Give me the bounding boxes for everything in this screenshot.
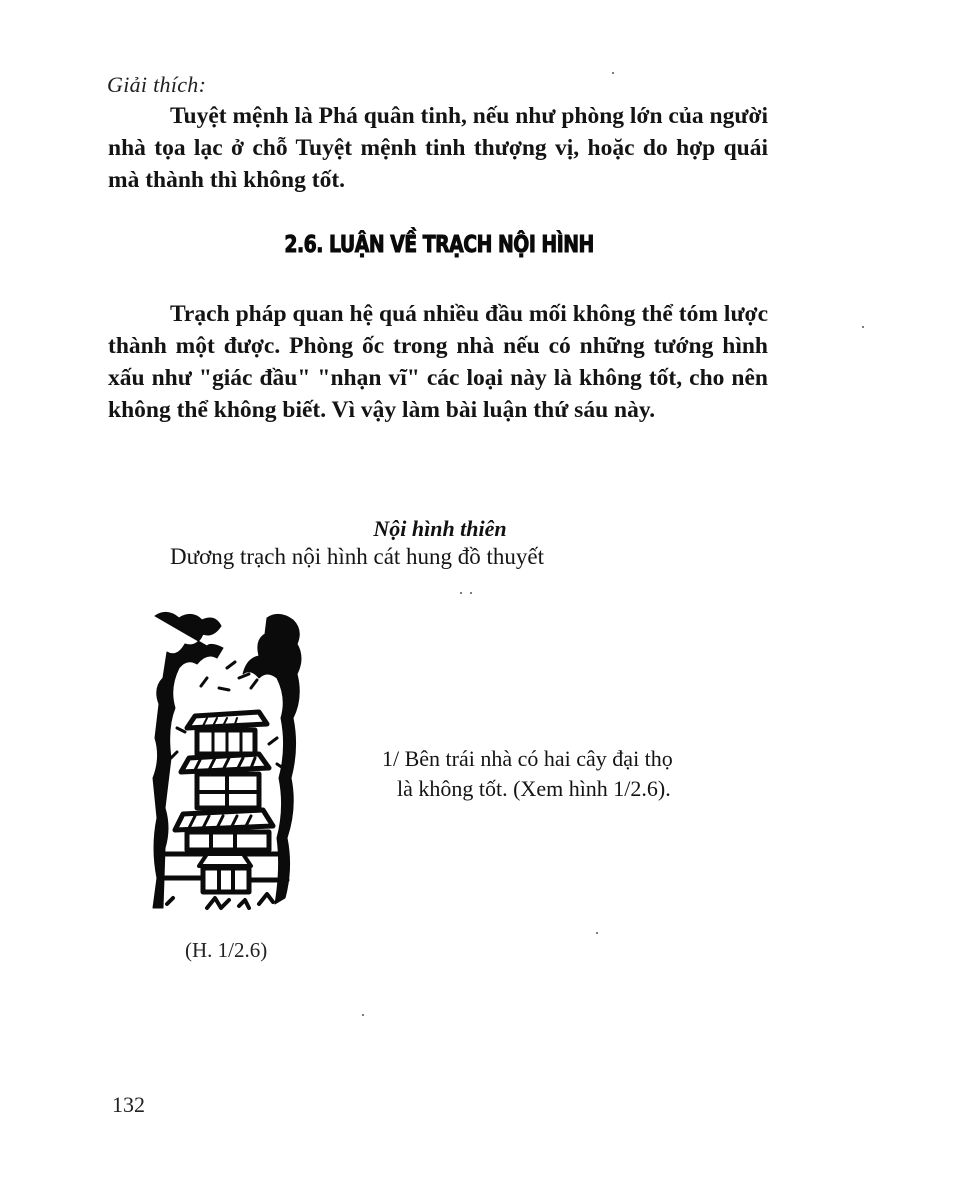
figure-caption: (H. 1/2.6) (185, 938, 268, 962)
list-item-line-2: là không tốt. (Xem hình 1/2.6). (397, 776, 671, 801)
scan-speck (362, 1014, 364, 1016)
explanation-paragraph (108, 100, 768, 196)
section-heading: 2.6. LUẬN VỀ TRẠCH NỘI HÌNH (284, 232, 594, 258)
scan-speck (862, 326, 864, 328)
list-item (382, 744, 782, 804)
subsection-subtitle: Dương trạch nội hình cát hung đồ thuyết (170, 544, 545, 569)
list-item-line-1: 1/ Bên trái nhà có hai cây đại thọ (382, 746, 673, 771)
explanation-paragraph-text: Tuyệt mệnh là Phá quân tinh, nếu như phòng lớn của người nhà tọa lạc ở chỗ Tuyệt mệnh tinh thượng vị, hoặc do hợp quái mà thành thì không tốt. (108, 103, 768, 193)
intro-paragraph-text: Trạch pháp quan hệ quá nhiều đầu mối không thể tóm lược thành một được. Phòng ốc trong nhà nếu có những tướng hình xấu như "giác đầu" "nhạn vĩ" các loại này là không tốt, cho nên không thể không biết. Vì vậy làm bài luận thứ sáu này. (108, 301, 768, 423)
page-number: 132 (112, 1092, 145, 1117)
subsection-title: Nội hình thiên (373, 516, 507, 541)
scan-speck (460, 592, 462, 594)
house-with-trees-illustration-icon (147, 608, 307, 918)
explanation-label: Giải thích: (107, 72, 207, 97)
scan-speck (596, 932, 598, 934)
scan-speck (470, 592, 472, 594)
scan-speck (612, 72, 614, 74)
intro-paragraph (108, 298, 768, 426)
